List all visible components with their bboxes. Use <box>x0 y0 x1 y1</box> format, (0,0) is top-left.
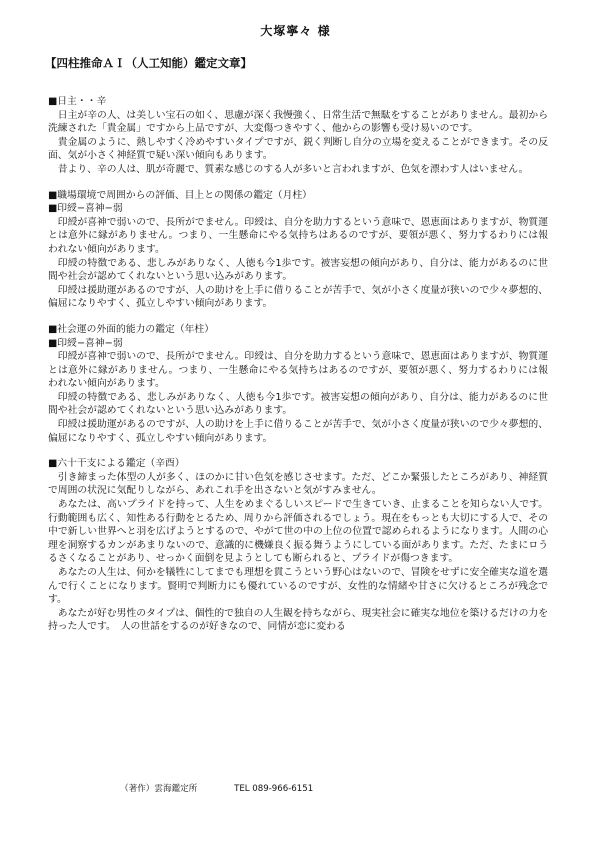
section-day-master <box>48 95 548 177</box>
paragraph: 印綬が喜神で弱いので、長所がでません。印綬は、自分を助力するという意味で、恩恵面はありますが、物質運とは意外に縁がありません。つまり、一生懸命にやる気持ちはあるのですが、要領が悪く、努力するわりには報われない傾向があります。 <box>48 351 548 390</box>
paragraph: 印綬は援助運があるのですが、人の助けを上手に借りることが苦手で、気が小さく度量が狭いので少々夢想的、偏屈になりやすく、孤立しやすい傾向があります。 <box>48 419 548 444</box>
section-subheading: ■印綬−喜神−弱 <box>48 203 123 215</box>
paragraph: 貴金属のように、熱しやすく冷めやすいタイプですが、鋭く判断し自分の立場を変えることができます。その反面、気が小さく神経質で疑い深い傾向もあります。 <box>48 136 548 162</box>
paragraph: 印綬は援助運があるのですが、人の助けを上手に借りることが苦手で、気が小さく度量が狭いので少々夢想的、偏屈になりやすく、孤立しやすい傾向があります。 <box>48 284 548 310</box>
telephone-number: TEL 089-966-6151 <box>234 784 314 794</box>
section-subheading: ■印綬−喜神−弱 <box>48 337 123 349</box>
section-sixty-cycle <box>48 457 548 634</box>
paragraph: 引き締まった体型の人が多く、ほのかに甘い色気を感じさせます。ただ、どこか緊張したところがあり、神経質で周囲の状況に気配りしながら、あれこれ手を出さないと気がすみません。 <box>48 471 548 497</box>
document-title: 【四柱推命ＡＩ（人工知能）鑑定文章】 <box>45 56 252 70</box>
section-heading: ■六十干支による鑑定（辛酉） <box>48 458 185 470</box>
paragraph: 印綬の特徴である、悲しみがありなく、人徳も今1歩です。被害妄想の傾向があり、自分は、能力があるのに世間や社会が認めてくれないという思い込みがあります。 <box>48 391 548 417</box>
paragraph: 印綬が喜神で弱いので、長所がでません。印綬は、自分を助力するという意味で、恩恵面はありますが、物質運とは意外に縁がありません。つまり、一生懸命にやる気持ちはあるのですが、要領が悪く、努力するわりには報われない傾向があります。 <box>48 216 548 255</box>
recipient-name: 大塚寧々 様 <box>260 24 331 38</box>
section-heading: ■日主・・辛 <box>48 96 107 107</box>
footer <box>120 782 347 794</box>
paragraph: 印綬の特徴である、悲しみがありなく、人徳も今1歩です。被害妄想の傾向があり、自分は、能力があるのに世間や社会が認めてくれないという思い込みがあります。 <box>48 257 548 283</box>
section-heading: ■社会運の外面的能力の鑑定（年柱） <box>48 323 215 335</box>
paragraph: 日主が辛の人、は美しい宝石の如く、思慮が深く我慢強く、日常生活で無駄をすることがありません。最初から洗練された「貴金属」ですから上品ですが、大変傷つきやすく、他からの影響も受け易いのです。 <box>48 109 548 135</box>
paragraph: あなたが好む男性のタイプは、個性的で独自の人生観を持ちながら、現実社会に確実な地位を築けるだけの力を持った人です。 人の世話をするのが好きなので、同情が恋に変わる <box>48 607 548 633</box>
paragraph: あなたは、高いプライドを持って、人生をめまぐるしいスピードで生きていき、止まることを知らない人です。行動範囲も広く、知性ある行動をとるため、周りから評価されるでしょう。現在をもっとも大切にする人で、その中で新しい世界へと羽を広げようとするので、やがて世の中の上位の位置で認められるようになります。人間の心理を洞察するカンがあまりないので、意識的に機嫌良く振る舞うようにしている面があります。ただ、たまにロうるさくなることがあり、せっかく面倒を見ようとしても断られると、プライドが傷つきます。 <box>48 499 548 565</box>
section-year-pillar <box>48 323 548 445</box>
section-heading: ■職場環境で周囲からの評価、目上との関係の鑑定（月柱） <box>48 189 312 201</box>
document-body <box>48 95 548 646</box>
paragraph: 昔より、辛の人は、肌が奇麗で、質素な感じのする人が多いと言われますが、色気を漂わす人はいません。 <box>57 163 529 175</box>
section-month-pillar <box>48 189 548 311</box>
copyright-notice: （著作）雲海鑑定所 <box>120 784 198 794</box>
paragraph: あなたの人生は、何かを犠牲にしてまでも理想を貫こうという野心はないので、冒険をせずに安全確実な道を選んで行くことになります。賢明で判断力にも優れているのですが、女性的な情緒や甘さに欠けるところが残念です。 <box>48 567 548 606</box>
